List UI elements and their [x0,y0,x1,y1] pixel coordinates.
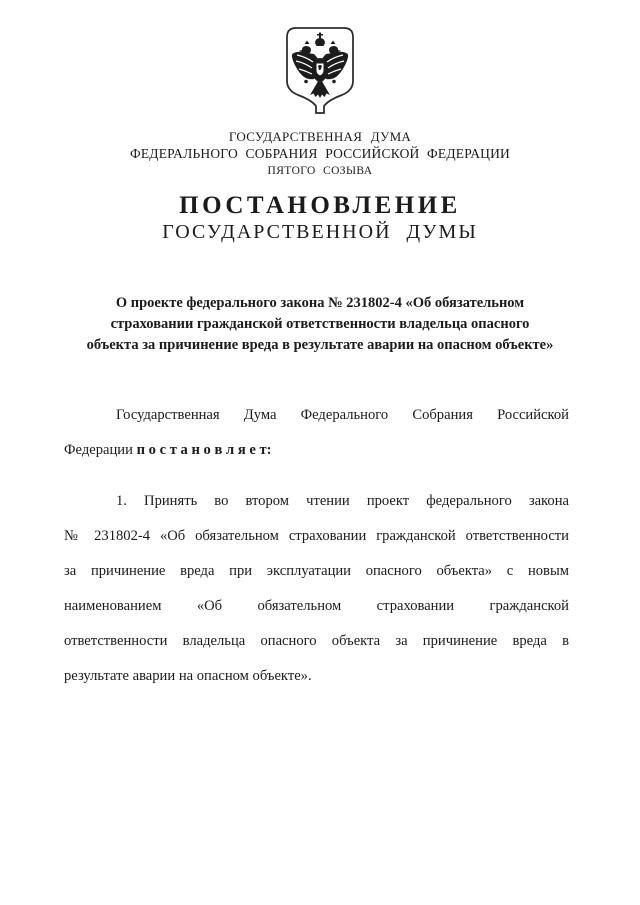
body-text: 1. Принять во втором чтении проект федерального закона [116,493,569,509]
body-text: наименованием «Об обязательном страховании гражданской [64,598,569,614]
title-word-gosdumy: ГОСУДАРСТВЕННОЙ ДУМЫ [162,221,478,243]
body-text: Федерации [64,442,137,458]
title-word-postanovlenie: ПОСТАНОВЛЕНИЕ [179,192,461,219]
letterhead-line2: ФЕДЕРАЛЬНОГО СОБРАНИЯ РОССИЙСКОЙ ФЕДЕРАЦИИ [130,146,510,161]
subject-line-2: страховании гражданской ответственности владельца опасного [110,316,530,332]
subject-line-1: О проекте федерального закона № 231802-4 «Об обязательном [115,295,525,311]
body-line [64,398,569,433]
body-line [64,484,569,519]
body-line [64,554,569,589]
body-line [64,519,569,554]
body-line [64,433,569,468]
body-text: № 231802-4 «Об обязательном страховании гражданской ответственности [64,528,569,544]
body-text-bold: п о с т а н о в л я е т: [136,442,272,458]
body-paragraph [64,398,569,468]
body-line [64,589,569,624]
body-line [64,659,569,694]
body-text: Государственная Дума Федерального Собрания Российской [116,407,569,423]
subject-line-3: объекта за причинение вреда в результате аварии на опасном объекте» [86,337,554,353]
body-paragraph [64,484,569,694]
body-text: результате аварии на опасном объекте». [64,668,312,684]
document-title [0,192,640,244]
letterhead-line3: ПЯТОГО СОЗЫВА [267,165,373,177]
russia-coat-of-arms-icon [284,25,356,115]
subject-heading [60,293,580,356]
letterhead [0,129,640,179]
body-text: за причинение вреда при эксплуатации опасного объекта» с новым [64,563,569,579]
body-line [64,624,569,659]
document-body [64,398,569,694]
letterhead-line1: ГОСУДАРСТВЕННАЯ ДУМА [228,129,412,144]
body-text: ответственности владельца опасного объекта за причинение вреда в [64,633,569,649]
